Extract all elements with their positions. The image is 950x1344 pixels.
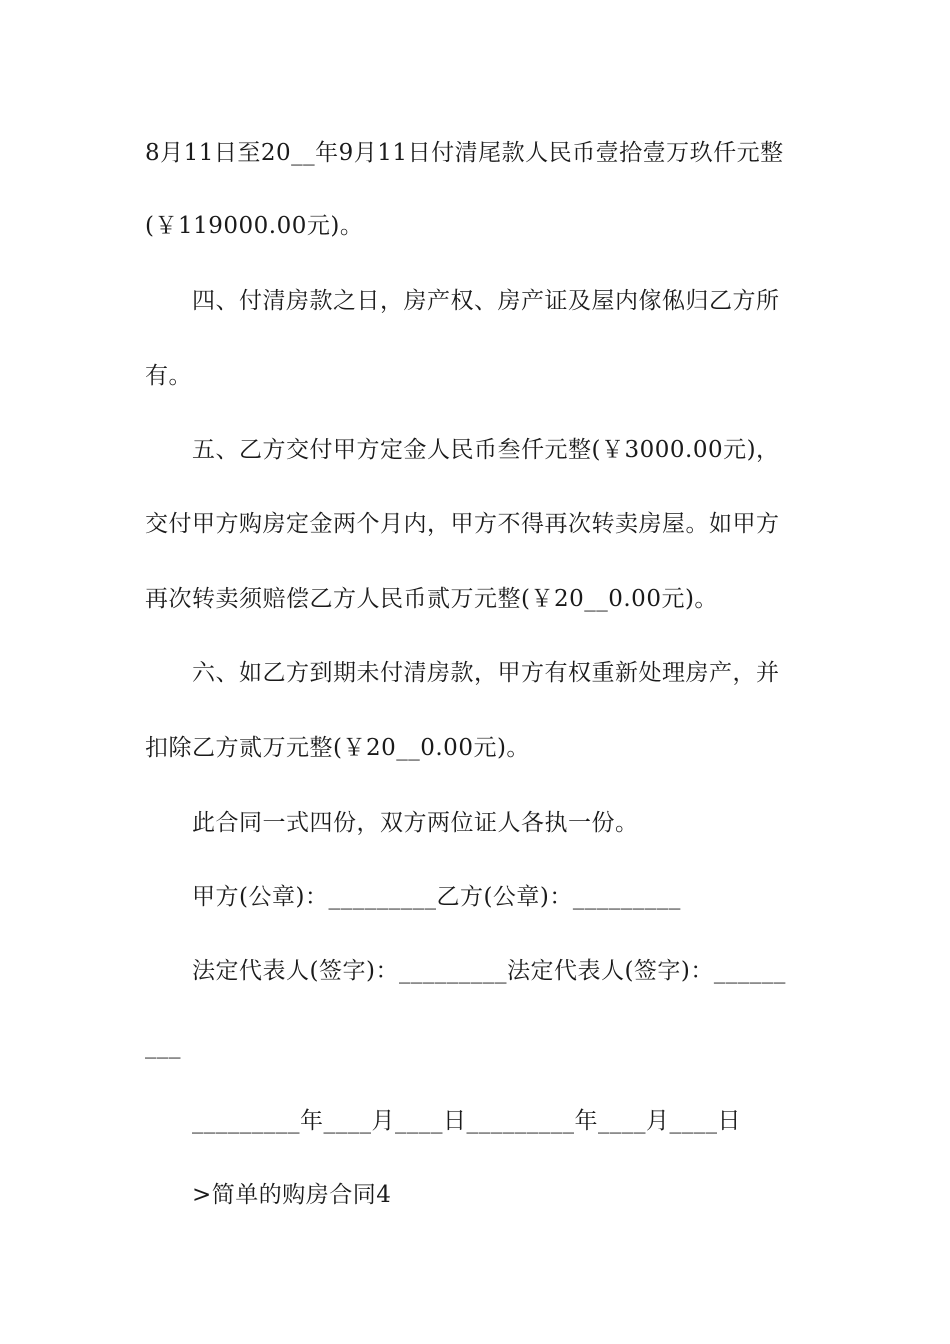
clause-6-line-2: 扣除乙方贰万元整(￥20__0.00元)。 (145, 735, 530, 761)
section-heading: >简单的购房合同4 (192, 1182, 392, 1208)
date-line: _________年____月____日_________年____月____日 (192, 1108, 741, 1134)
signature-line: 法定代表人(签字)：_________法定代表人(签字)：______ (192, 958, 786, 984)
clause-5-line-1: 五、乙方交付甲方定金人民币叁仟元整(￥3000.00元)， (192, 437, 780, 463)
clause-6-line-1: 六、如乙方到期未付清房款，甲方有权重新处理房产，并 (192, 660, 780, 686)
clause-5-line-3: 再次转卖须赔偿乙方人民币贰万元整(￥20__0.00元)。 (145, 586, 718, 612)
clause-5-line-2: 交付甲方购房定金两个月内，甲方不得再次转卖房屋。如甲方 (145, 511, 780, 537)
paragraph-line-1: 8月11日至20__年9月11日付清尾款人民币壹拾壹万玖仟元整 (145, 140, 784, 166)
signature-line-continued: ___ (145, 1033, 181, 1059)
seal-line: 甲方(公章)：_________乙方(公章)：_________ (192, 884, 681, 910)
clause-4-line-2: 有。 (145, 363, 192, 389)
paragraph-line-2: (￥119000.00元)。 (145, 213, 364, 239)
clause-4-line-1: 四、付清房款之日，房产权、房产证及屋内傢俬归乙方所 (192, 288, 780, 314)
copies-statement: 此合同一式四份，双方两位证人各执一份。 (192, 810, 639, 836)
